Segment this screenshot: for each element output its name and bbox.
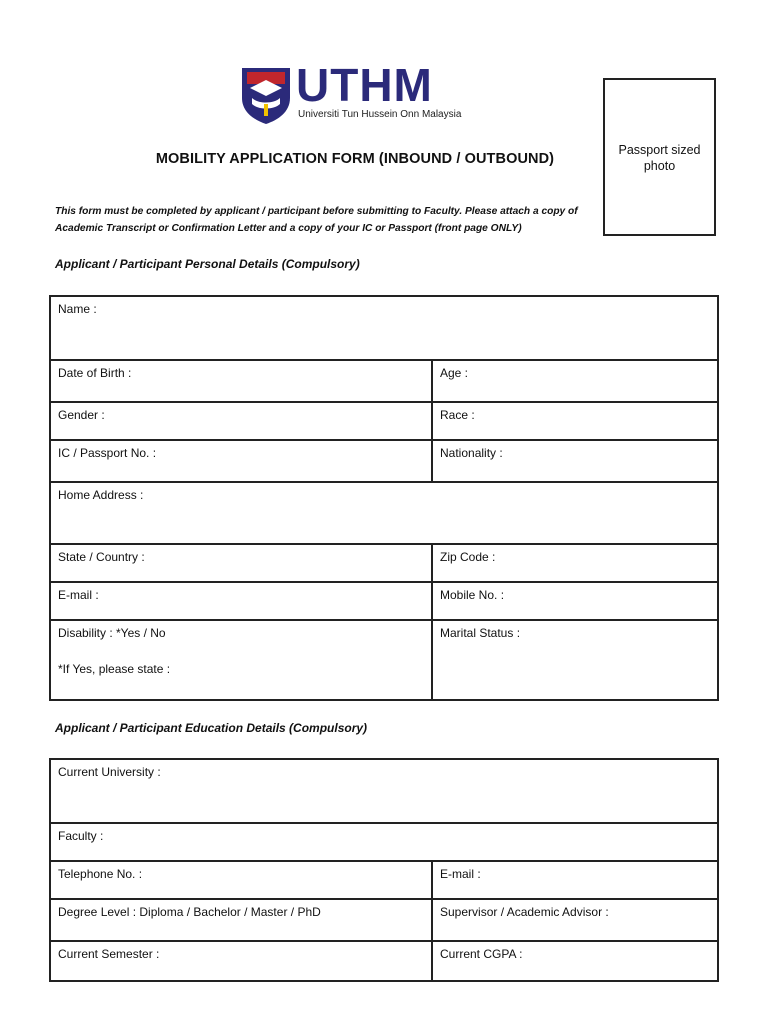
table-row (51, 359, 717, 401)
nationality-field[interactable]: Nationality : (440, 446, 503, 460)
disability-label: Disability : *Yes / No (58, 626, 166, 640)
personal-details-table (49, 295, 719, 701)
form-instructions: This form must be completed by applicant / participant before submitting to Faculty. Please attach a copy of Academic Transcript or Confirmation Letter and a copy of your IC or Passport (front page ONLY) (55, 206, 578, 234)
table-row (51, 581, 717, 619)
supervisor-field[interactable]: Supervisor / Academic Advisor : (440, 905, 609, 919)
dob-field[interactable]: Date of Birth : (51, 361, 433, 401)
current-cgpa-field[interactable]: Current CGPA : (440, 947, 523, 961)
disability-field[interactable] (51, 621, 433, 699)
table-row (51, 297, 717, 359)
table-row (51, 940, 717, 980)
telephone-field[interactable]: Telephone No. : (51, 862, 433, 898)
table-row (51, 619, 717, 699)
home-address-field[interactable]: Home Address : (58, 488, 144, 502)
table-row (51, 439, 717, 481)
table-row (51, 822, 717, 860)
uthm-crest-icon (238, 64, 294, 126)
email-field[interactable]: E-mail : (51, 583, 433, 619)
uthm-logo (238, 59, 470, 128)
age-field[interactable]: Age : (440, 366, 469, 380)
state-country-field[interactable]: State / Country : (51, 545, 433, 581)
education-details-heading: Applicant / Participant Education Details (Compulsory) (55, 721, 368, 735)
current-university-field[interactable]: Current University : (58, 765, 161, 779)
marital-status-field[interactable]: Marital Status : (440, 626, 521, 640)
table-row (51, 401, 717, 439)
zip-code-field[interactable]: Zip Code : (440, 550, 496, 564)
name-field[interactable]: Name : (58, 302, 97, 316)
logo-wordmark: UTHM (296, 59, 433, 111)
table-row (51, 898, 717, 940)
ic-passport-field[interactable]: IC / Passport No. : (51, 441, 433, 481)
mobile-field[interactable]: Mobile No. : (440, 588, 505, 602)
disability-state-label: *If Yes, please state : (58, 662, 171, 676)
table-row (51, 543, 717, 581)
personal-details-heading: Applicant / Participant Personal Details (Compulsory) (55, 257, 360, 271)
table-row (51, 481, 717, 543)
race-field[interactable]: Race : (440, 408, 475, 422)
current-semester-field[interactable]: Current Semester : (51, 942, 433, 980)
education-email-field[interactable]: E-mail : (440, 867, 481, 881)
table-row (51, 760, 717, 822)
gender-field[interactable]: Gender : (51, 403, 433, 439)
form-title: MOBILITY APPLICATION FORM (INBOUND / OUTBOUND) (155, 151, 555, 167)
degree-level-field[interactable]: Degree Level : Diploma / Bachelor / Master / PhD (51, 900, 433, 940)
table-row (51, 860, 717, 898)
education-details-table (49, 758, 719, 982)
logo-tagline: Universiti Tun Hussein Onn Malaysia (298, 109, 462, 120)
faculty-field[interactable]: Faculty : (58, 829, 104, 843)
passport-photo-label: Passport sized photo (618, 143, 701, 173)
